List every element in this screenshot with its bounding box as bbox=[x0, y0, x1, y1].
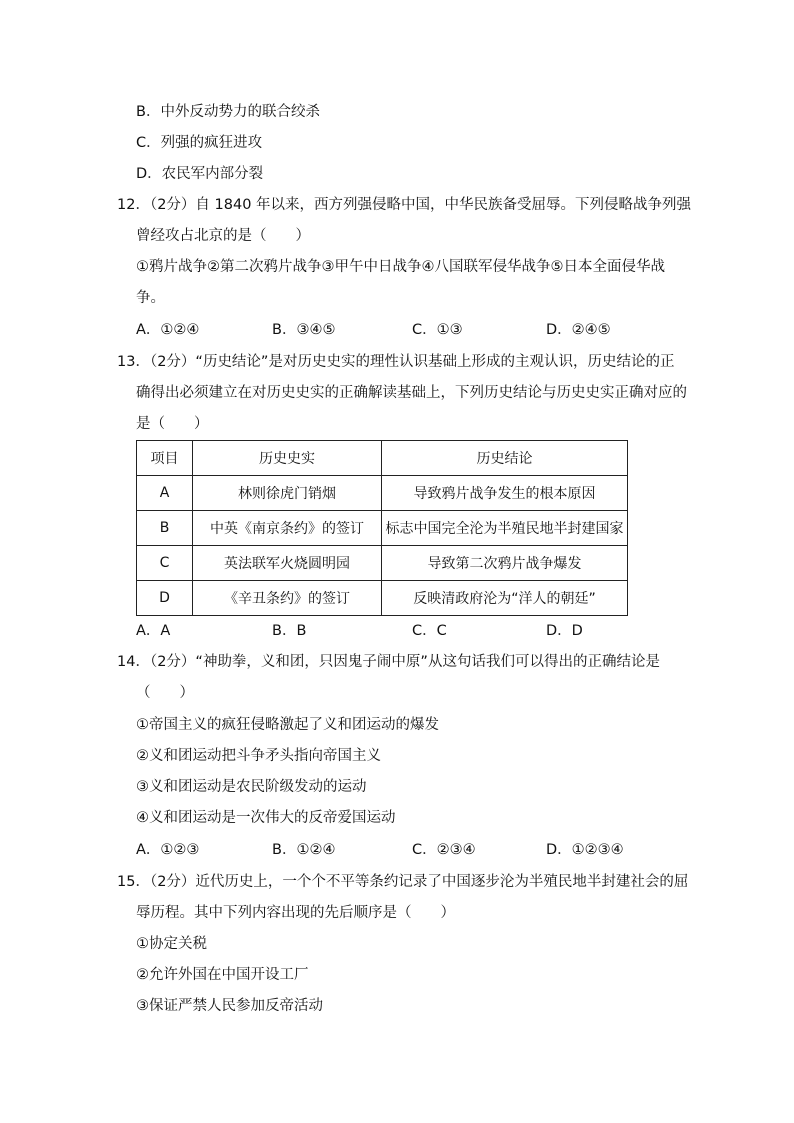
table-header-item: 项目 bbox=[137, 441, 193, 476]
q13-stem-line2: 确得出必须建立在对历史史实的正确解读基础上，下列历史结论与历史史实正确对应的 bbox=[136, 385, 687, 401]
q13-option-d: D．D bbox=[546, 623, 583, 639]
table-row bbox=[137, 511, 628, 546]
q12-option-b: B．③④⑤ bbox=[272, 322, 336, 338]
q13-option-b: B．B bbox=[272, 623, 307, 639]
q12-option-d: D．②④⑤ bbox=[546, 322, 611, 338]
table-cell: 中英《南京条约》的签订 bbox=[193, 511, 382, 546]
q11-option-d: D．农民军内部分裂 bbox=[136, 166, 264, 182]
q12-stem-line4: 争。 bbox=[136, 290, 165, 306]
q13-option-c: C．C bbox=[412, 623, 447, 639]
table-row bbox=[137, 476, 628, 511]
q14-statement-1: ①帝国主义的疯狂侵略激起了义和团运动的爆发 bbox=[136, 717, 439, 733]
q13-stem-line3: 是（ ） bbox=[136, 416, 209, 432]
q14-stem-line2: （ ） bbox=[136, 685, 194, 701]
q12-stem-line2: 曾经攻占北京的是（ ） bbox=[136, 228, 310, 244]
table-cell: 《辛丑条约》的签订 bbox=[193, 581, 382, 616]
q15-stem-line2: 辱历程。其中下列内容出现的先后顺序是（ ） bbox=[136, 905, 455, 921]
table-cell: 标志中国完全沦为半殖民地半封建国家 bbox=[382, 511, 628, 546]
q14-statement-3: ③义和团运动是农民阶级发动的运动 bbox=[136, 779, 367, 795]
q13-history-table bbox=[136, 440, 628, 616]
table-row bbox=[137, 546, 628, 581]
q14-statement-4: ④义和团运动是一次伟大的反帝爱国运动 bbox=[136, 810, 396, 826]
q15-statement-2: ②允许外国在中国开设工厂 bbox=[136, 967, 309, 983]
table-cell: A bbox=[137, 476, 193, 511]
q13-option-a: A．A bbox=[136, 623, 171, 639]
q12-stem-line3: ①鸦片战争②第二次鸦片战争③甲午中日战争④八国联军侵华战争⑤日本全面侵华战 bbox=[136, 259, 665, 275]
q14-option-a: A．①②③ bbox=[136, 842, 200, 858]
table-cell: B bbox=[137, 511, 193, 546]
table-header-fact: 历史史实 bbox=[193, 441, 382, 476]
table-cell: D bbox=[137, 581, 193, 616]
table-row bbox=[137, 581, 628, 616]
q14-stem-line1: 14．（2分）“神助拳，义和团，只因鬼子闹中原”从这句话我们可以得出的正确结论是 bbox=[117, 654, 660, 670]
table-cell: 林则徐虎门销烟 bbox=[193, 476, 382, 511]
table-header-row bbox=[137, 441, 628, 476]
q11-option-b: B．中外反动势力的联合绞杀 bbox=[136, 104, 320, 120]
q14-option-b: B．①②④ bbox=[272, 842, 336, 858]
table-cell: 导致鸦片战争发生的根本原因 bbox=[382, 476, 628, 511]
table-cell: 反映清政府沦为“洋人的朝廷” bbox=[382, 581, 628, 616]
q13-stem-line1: 13．（2分）“历史结论”是对历史史实的理性认识基础上形成的主观认识，历史结论的正 bbox=[117, 354, 675, 370]
q14-option-d: D．①②③④ bbox=[546, 842, 624, 858]
q12-stem-line1: 12．（2分）自 1840 年以来，西方列强侵略中国，中华民族备受屈辱。下列侵略战争列强 bbox=[117, 197, 692, 213]
table-header-conclusion: 历史结论 bbox=[382, 441, 628, 476]
q14-statement-2: ②义和团运动把斗争矛头指向帝国主义 bbox=[136, 748, 381, 764]
q15-statement-1: ①协定关税 bbox=[136, 936, 207, 952]
table-cell: 英法联军火烧圆明园 bbox=[193, 546, 382, 581]
q15-statement-3: ③保证严禁人民参加反帝活动 bbox=[136, 998, 323, 1014]
q14-option-c: C．②③④ bbox=[412, 842, 476, 858]
q11-option-c: C．列强的疯狂进攻 bbox=[136, 135, 263, 151]
q12-option-a: A．①②④ bbox=[136, 322, 200, 338]
table-cell: 导致第二次鸦片战争爆发 bbox=[382, 546, 628, 581]
q12-option-c: C．①③ bbox=[412, 322, 463, 338]
q15-stem-line1: 15．（2分）近代历史上，一个个不平等条约记录了中国逐步沦为半殖民地半封建社会的屈 bbox=[117, 874, 689, 890]
table-cell: C bbox=[137, 546, 193, 581]
